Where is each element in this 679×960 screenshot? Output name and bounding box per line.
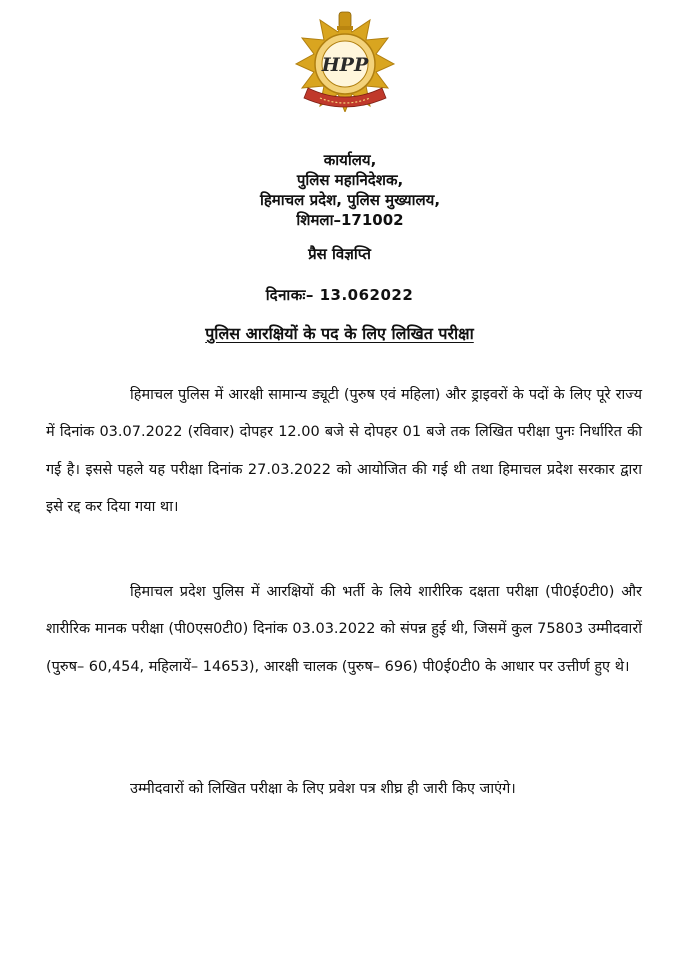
press-release-heading: प्रैस विज्ञप्ति (308, 245, 371, 263)
office-address (200, 150, 500, 230)
paragraph-exam-rescheduled: हिमाचल पुलिस में आरक्षी सामान्य ड्यूटी (पुरुष एवं महिला) और ड्राइवरों के पदों के लिए पूरे राज्य में दिनांक 03.07.2022 (रविवार) दोपहर 12.00 बजे से दोपहर 01 बजे तक लिखित परीक्षा पुनः निर्धारित की गई है। इससे पहले यह परीक्षा दिनांक 27.03.2022 को आयोजित की गई थी तथा हिमाचल प्रदेश सरकार द्वारा इसे रद्द कर दिया गया था। (46, 386, 642, 515)
hp-police-emblem (290, 8, 400, 112)
lion-capital-icon (337, 12, 353, 30)
subject-text: पुलिस आरक्षियों के पद के लिए लिखित परीक्षा (205, 324, 474, 343)
address-line-city: शिमला–171002 (296, 211, 404, 229)
address-line-office: कार्यालय, (323, 151, 377, 169)
address-line-hq: हिमाचल प्रदेश, पुलिस मुख्यालय, (259, 191, 441, 209)
release-date: दिनाकः– 13.062022 (265, 286, 414, 304)
paragraph-pet-pst-results: हिमाचल प्रदेश पुलिस में आरक्षियों की भर्ती के लिये शारीरिक दक्षता परीक्षा (पी0ई0टी0) और शारीरिक मानक परीक्षा (पी0एस0टी0) दिनांक 03.03.2022 को संपन्न हुई थी, जिसमें कुल 75803 उम्मीदवारों (पुरुष– 60,454, महिलायें– 14653), आरक्षी चालक (पुरुष– 696) पी0ई0टी0 के आधार पर उत्तीर्ण हुए थे। (46, 583, 642, 675)
paragraph-admit-card: उम्मीदवारों को लिखित परीक्षा के लिए प्रवेश पत्र शीघ्र ही जारी किए जाएंगे। (130, 780, 516, 797)
address-line-dgp: पुलिस महानिदेशक, (296, 171, 404, 189)
subject-heading (0, 322, 679, 344)
emblem-monogram: HPP (321, 54, 369, 76)
